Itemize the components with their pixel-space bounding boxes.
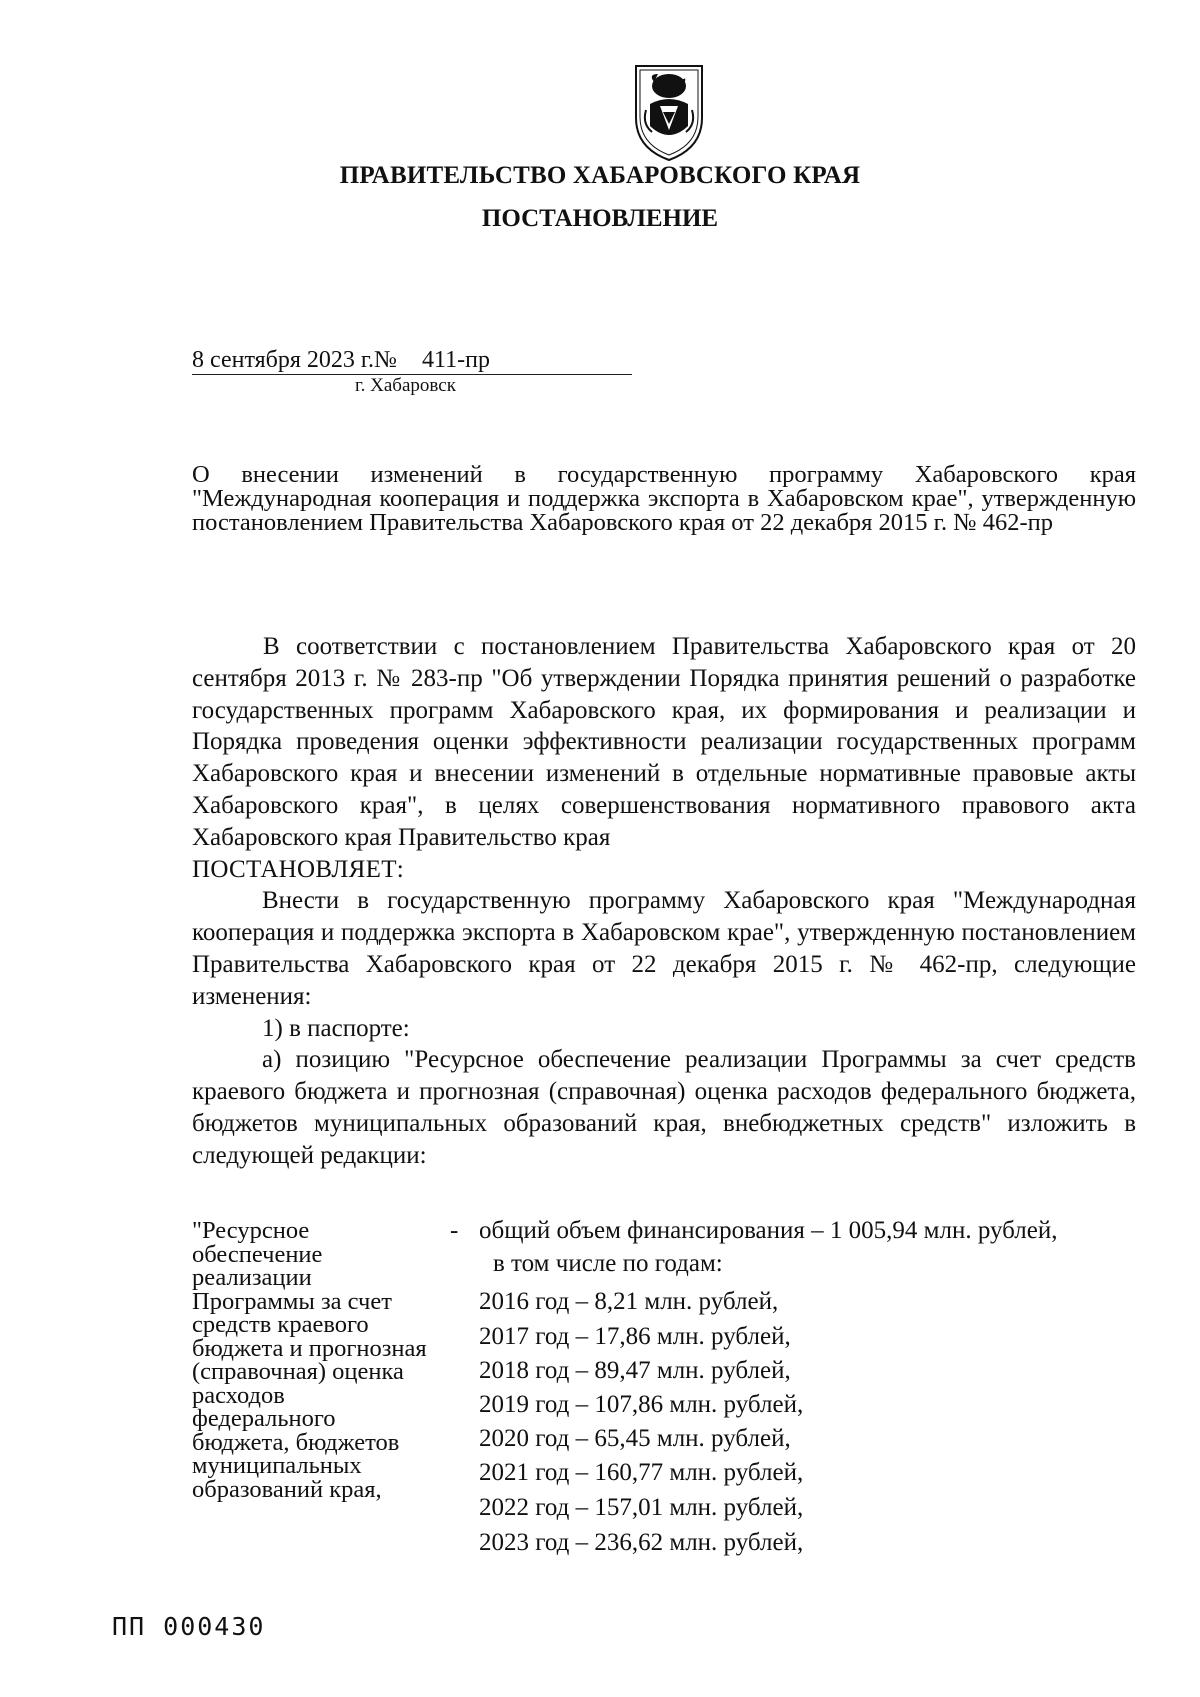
allocation-label: "Ресурсное обеспечение реализации Программы за счет средств краевого бюджета и прогнозная (справочная) оценка расходов федерального бюджета, бюджетов муниципальных образований края, <box>192 1217 427 1503</box>
document-number: 411-пр <box>422 347 490 373</box>
by-years-label: в том числе по годам: <box>493 1250 723 1277</box>
year-amount-item: 2023 год – 236,62 млн. рублей, <box>479 1529 804 1556</box>
item-1: 1) в паспорте: <box>262 1014 410 1042</box>
allocation-dash: - <box>450 1217 459 1244</box>
year-amount-item: 2019 год – 107,86 млн. рублей, <box>479 1391 804 1418</box>
year-amount-item: 2017 год – 17,86 млн. рублей, <box>479 1323 791 1350</box>
document-body <box>192 631 1136 1172</box>
instruction-paragraph: Внести в государственную программу Хабаровского края "Международная кооперация и поддержка экспорта в Хабаровском крае", утвержденную постановлением Правительства Хабаровского края от 22 декабря 2015 г. № 462-пр, следующие изменения: <box>192 887 1136 1010</box>
resource-allocation-block <box>192 1217 1136 1567</box>
total-financing: общий объем финансирования – 1 005,94 млн. рублей, <box>479 1217 1058 1244</box>
year-amount-item: 2020 год – 65,45 млн. рублей, <box>479 1425 791 1452</box>
preamble-paragraph: В соответствии с постановлением Правительства Хабаровского края от 20 сентября 2013 г. № 283-пр "Об утверждении Порядка принятия решений о разработке государственных программ Хабаровского края, их формирования и реализации и Порядка проведения оценки эффективности реализации государственных программ Хабаровского края и внесении изменений в отдельные нормативные правовые акты Хабаровского края", в целях совершенствования нормативного правового акта Хабаровского края Правительство края <box>192 633 1136 851</box>
item-1a: а) позицию "Ресурсное обеспечение реализации Программы за счет средств краевого бюджета и прогнозная (справочная) оценка расходов федерального бюджета, бюджетов муниципальных образований края, внебюджетных средств" изложить в следующей редакции: <box>192 1046 1136 1169</box>
document-subject: О внесении изменений в государственную программу Хабаровского края "Международная кооперация и поддержка экспорта в Хабаровском крае", утвержденную постановлением Правительства Хабаровского края от 22 декабря 2015 г. № 462-пр <box>192 461 1136 536</box>
year-amount-item: 2018 год – 89,47 млн. рублей, <box>479 1357 791 1384</box>
coat-of-arms-icon <box>628 60 710 164</box>
organization-title: ПРАВИТЕЛЬСТВО ХАБАРОВСКОГО КРАЯ <box>339 162 861 189</box>
form-serial-number: ПП 000430 <box>112 1612 266 1641</box>
year-amount-item: 2022 год – 157,01 млн. рублей, <box>479 1494 804 1521</box>
city-of-issue: г. Хабаровск <box>355 375 456 396</box>
decree-word: ПОСТАНОВЛЯЕТ: <box>192 855 405 883</box>
number-sign: № <box>374 347 397 373</box>
year-amount-item: 2016 год – 8,21 млн. рублей, <box>479 1288 779 1315</box>
year-amount-item: 2021 год – 160,77 млн. рублей, <box>479 1459 804 1486</box>
document-date: 8 сентября 2023 г. <box>192 347 375 373</box>
document-type: ПОСТАНОВЛЕНИЕ <box>481 205 719 232</box>
